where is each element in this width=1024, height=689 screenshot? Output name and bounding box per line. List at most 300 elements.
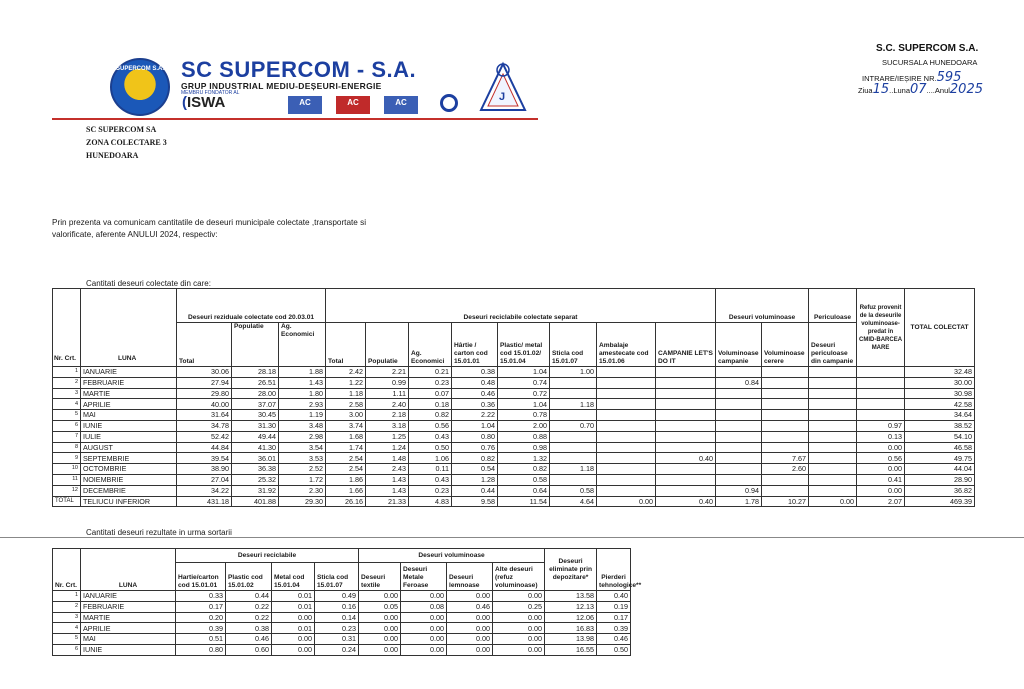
value-cell: 0.01 bbox=[272, 591, 315, 602]
value-cell: 0.44 bbox=[452, 485, 498, 496]
value-cell: 0.43 bbox=[409, 474, 452, 485]
value-cell: 1.80 bbox=[279, 388, 326, 399]
value-cell: 0.44 bbox=[226, 591, 272, 602]
value-cell bbox=[656, 464, 716, 475]
t2-col-lemnoase-header: Deseuri lemnoase bbox=[447, 563, 493, 591]
value-cell: 0.00 bbox=[272, 634, 315, 645]
col-total2-header: Total bbox=[326, 323, 366, 367]
value-cell: 1.48 bbox=[366, 453, 409, 464]
luna-label: LUNA bbox=[118, 355, 137, 362]
value-cell bbox=[597, 367, 656, 378]
value-cell: 0.19 bbox=[597, 601, 631, 612]
value-cell: 34.22 bbox=[177, 485, 232, 496]
table2-caption: Cantitati deseuri rezultate in urma sortarii bbox=[86, 528, 232, 537]
value-cell: 2.21 bbox=[366, 367, 409, 378]
value-cell bbox=[762, 399, 809, 410]
value-cell bbox=[597, 399, 656, 410]
table-row bbox=[53, 377, 975, 388]
value-cell: 0.97 bbox=[857, 420, 905, 431]
value-cell: 0.56 bbox=[857, 453, 905, 464]
t2-col-sticla-header: Sticla cod 15.01.07 bbox=[315, 563, 359, 591]
cert-ring-icon bbox=[440, 94, 458, 112]
value-cell: 1.06 bbox=[409, 453, 452, 464]
value-cell: 0.00 bbox=[447, 591, 493, 602]
total-value-cell: 401.88 bbox=[232, 496, 279, 507]
sender-line-3: HUNEDOARA bbox=[86, 151, 139, 160]
row-number-cell: 4 bbox=[53, 623, 81, 634]
month-cell: DECEMBRIE bbox=[81, 485, 177, 496]
col-plastic-header: Plastic/ metal cod 15.01.02/ 15.01.04 bbox=[498, 323, 550, 367]
value-cell: 0.00 bbox=[359, 612, 401, 623]
value-cell: 54.10 bbox=[905, 431, 975, 442]
value-cell bbox=[716, 442, 762, 453]
stamp-entry-label: INTRARE/IEȘIRE NR. bbox=[862, 74, 937, 83]
value-cell bbox=[809, 367, 857, 378]
value-cell bbox=[762, 420, 809, 431]
value-cell: 2.54 bbox=[326, 464, 366, 475]
month-cell: MAI bbox=[81, 410, 177, 421]
value-cell: 0.00 bbox=[447, 623, 493, 634]
value-cell: 3.00 bbox=[326, 410, 366, 421]
value-cell: 2.40 bbox=[366, 399, 409, 410]
value-cell: 1.18 bbox=[550, 399, 597, 410]
value-cell bbox=[597, 442, 656, 453]
col-vol-campanie-header: Voluminoase campanie bbox=[716, 323, 762, 367]
value-cell: 36.38 bbox=[232, 464, 279, 475]
value-cell: 0.17 bbox=[176, 601, 226, 612]
value-cell: 2.30 bbox=[279, 485, 326, 496]
value-cell bbox=[762, 367, 809, 378]
value-cell: 0.58 bbox=[498, 474, 550, 485]
t2-col-metale-header: Deseuri Metale Feroase bbox=[401, 563, 447, 591]
value-cell: 1.32 bbox=[498, 453, 550, 464]
value-cell: 0.00 bbox=[359, 591, 401, 602]
sorted-waste-table bbox=[52, 548, 642, 656]
value-cell: 3.18 bbox=[366, 420, 409, 431]
row-number-cell: 5 bbox=[53, 410, 81, 421]
value-cell: 0.48 bbox=[452, 377, 498, 388]
value-cell: 2.58 bbox=[326, 399, 366, 410]
value-cell bbox=[550, 431, 597, 442]
value-cell: 1.74 bbox=[326, 442, 366, 453]
month-cell: APRILIE bbox=[81, 399, 177, 410]
value-cell: 0.43 bbox=[409, 431, 452, 442]
month-cell: APRILIE bbox=[81, 623, 176, 634]
month-cell: OCTOMBRIE bbox=[81, 464, 177, 475]
value-cell bbox=[716, 399, 762, 410]
row-number-cell: 1 bbox=[53, 367, 81, 378]
row-number-cell: 5 bbox=[53, 634, 81, 645]
value-cell: 1.43 bbox=[366, 474, 409, 485]
value-cell bbox=[656, 474, 716, 485]
value-cell: 13.58 bbox=[545, 591, 597, 602]
value-cell: 2.52 bbox=[279, 464, 326, 475]
value-cell bbox=[597, 485, 656, 496]
total-value-cell: 4.64 bbox=[550, 496, 597, 507]
intro-paragraph: Prin prezenta va comunicam cantitatile de deseuri municipale colectate ,transportate si valorificate, aferente ANULUI 2024, respectiv: bbox=[52, 218, 367, 239]
value-cell: 0.82 bbox=[452, 453, 498, 464]
table-row bbox=[53, 644, 631, 655]
table-row bbox=[53, 410, 975, 421]
value-cell: 3.74 bbox=[326, 420, 366, 431]
value-cell: 0.00 bbox=[447, 644, 493, 655]
value-cell: 0.22 bbox=[226, 601, 272, 612]
refuz-header: Refuz provenit de la deseurile voluminoase-predat în CMID-BARCEA MARE bbox=[857, 289, 905, 367]
value-cell bbox=[809, 474, 857, 485]
value-cell: 41.30 bbox=[232, 442, 279, 453]
col-ambalaje-header: Ambalaje amestecate cod 15.01.06 bbox=[597, 323, 656, 367]
table-row bbox=[53, 453, 975, 464]
table-row bbox=[53, 388, 975, 399]
month-cell: FEBRUARIE bbox=[81, 601, 176, 612]
value-cell: 30.98 bbox=[905, 388, 975, 399]
value-cell: 1.43 bbox=[366, 485, 409, 496]
value-cell: 0.00 bbox=[272, 644, 315, 655]
row-number-cell: 9 bbox=[53, 453, 81, 464]
value-cell: 0.78 bbox=[498, 410, 550, 421]
value-cell bbox=[597, 388, 656, 399]
value-cell: 34.64 bbox=[905, 410, 975, 421]
stamp-branch: SUCURSALA HUNEDOARA bbox=[882, 58, 978, 67]
month-cell: IUNIE bbox=[81, 644, 176, 655]
value-cell bbox=[656, 485, 716, 496]
value-cell bbox=[762, 377, 809, 388]
value-cell: 1.04 bbox=[498, 399, 550, 410]
value-cell bbox=[809, 464, 857, 475]
value-cell: 0.80 bbox=[452, 431, 498, 442]
total-row bbox=[53, 496, 975, 507]
total-value-cell: 0.00 bbox=[809, 496, 857, 507]
stamp-entry-number: 595 bbox=[936, 70, 962, 85]
total-label-cell: TOTAL bbox=[53, 496, 81, 507]
row-number-cell: 8 bbox=[53, 442, 81, 453]
group-hazard-header: Periculoase bbox=[809, 289, 857, 323]
value-cell: 0.46 bbox=[452, 388, 498, 399]
col-ag2-header: Ag. Economici bbox=[409, 323, 452, 367]
cert-label: AC bbox=[395, 98, 407, 107]
iswa-text: ISWA bbox=[187, 94, 226, 111]
value-cell: 12.06 bbox=[545, 612, 597, 623]
value-cell: 34.78 bbox=[177, 420, 232, 431]
table-row bbox=[53, 485, 975, 496]
value-cell: 0.56 bbox=[409, 420, 452, 431]
value-cell: 0.20 bbox=[176, 612, 226, 623]
col-total-header: Total bbox=[177, 323, 232, 367]
stamp-month-label: Luna bbox=[893, 86, 910, 95]
t2-col-plastic-header: Plastic cod 15.01.02 bbox=[226, 563, 272, 591]
value-cell: 31.30 bbox=[232, 420, 279, 431]
value-cell: 1.72 bbox=[279, 474, 326, 485]
value-cell: 2.18 bbox=[366, 410, 409, 421]
table-row bbox=[53, 623, 631, 634]
value-cell: 0.51 bbox=[176, 634, 226, 645]
value-cell: 3.48 bbox=[279, 420, 326, 431]
value-cell: 0.08 bbox=[401, 601, 447, 612]
cert-label: AC bbox=[299, 98, 311, 107]
table-row bbox=[53, 442, 975, 453]
value-cell: 0.88 bbox=[498, 431, 550, 442]
row-number-cell: 2 bbox=[53, 377, 81, 388]
value-cell bbox=[857, 410, 905, 421]
value-cell: 0.60 bbox=[226, 644, 272, 655]
month-cell: MARTIE bbox=[81, 388, 177, 399]
value-cell: 1.25 bbox=[366, 431, 409, 442]
value-cell: 0.14 bbox=[315, 612, 359, 623]
value-cell: 0.00 bbox=[272, 612, 315, 623]
value-cell bbox=[550, 453, 597, 464]
value-cell: 0.00 bbox=[857, 464, 905, 475]
month-cell: NOIEMBRIE bbox=[81, 474, 177, 485]
value-cell: 28.00 bbox=[232, 388, 279, 399]
table-row bbox=[53, 431, 975, 442]
svg-text:J: J bbox=[499, 91, 506, 103]
value-cell: 0.39 bbox=[176, 623, 226, 634]
value-cell: 30.45 bbox=[232, 410, 279, 421]
value-cell bbox=[809, 453, 857, 464]
value-cell: 30.00 bbox=[905, 377, 975, 388]
value-cell: 0.33 bbox=[176, 591, 226, 602]
value-cell: 2.22 bbox=[452, 410, 498, 421]
value-cell: 52.42 bbox=[177, 431, 232, 442]
table-row bbox=[53, 601, 631, 612]
value-cell: 0.00 bbox=[857, 485, 905, 496]
value-cell bbox=[656, 388, 716, 399]
value-cell: 3.54 bbox=[279, 442, 326, 453]
brand-subtitle: GRUP INDUSTRIAL MEDIU-DEȘEURI-ENERGIE bbox=[181, 81, 382, 91]
value-cell bbox=[809, 377, 857, 388]
page-edge bbox=[0, 537, 1024, 538]
value-cell: 38.52 bbox=[905, 420, 975, 431]
group-recyclable-header: Deseuri reciclabile colectate separat bbox=[326, 289, 716, 323]
value-cell bbox=[716, 410, 762, 421]
value-cell: 0.74 bbox=[498, 377, 550, 388]
value-cell: 0.58 bbox=[550, 485, 597, 496]
value-cell: 0.40 bbox=[597, 591, 631, 602]
value-cell: 0.70 bbox=[550, 420, 597, 431]
value-cell bbox=[809, 442, 857, 453]
t2-col-hartie-header: Hartie/carton cod 15.01.01 bbox=[176, 563, 226, 591]
t2-group-recyclable-header: Deseuri reciclabile bbox=[176, 549, 359, 563]
value-cell: 1.28 bbox=[452, 474, 498, 485]
value-cell bbox=[716, 474, 762, 485]
value-cell: 42.58 bbox=[905, 399, 975, 410]
value-cell bbox=[762, 442, 809, 453]
value-cell bbox=[597, 474, 656, 485]
stamp-day-label: Ziua bbox=[858, 86, 873, 95]
value-cell: 0.00 bbox=[857, 442, 905, 453]
value-cell: 0.94 bbox=[716, 485, 762, 496]
value-cell: 0.00 bbox=[493, 612, 545, 623]
value-cell: 0.01 bbox=[272, 601, 315, 612]
table-row bbox=[53, 591, 631, 602]
row-number-cell: 3 bbox=[53, 612, 81, 623]
stamp-year-label: Anul bbox=[934, 86, 950, 95]
sender-line-1: SC SUPERCOM SA bbox=[86, 125, 157, 134]
value-cell: 0.46 bbox=[597, 634, 631, 645]
row-number-cell: 6 bbox=[53, 420, 81, 431]
value-cell bbox=[762, 485, 809, 496]
total-value-cell: 21.33 bbox=[366, 496, 409, 507]
value-cell: 26.51 bbox=[232, 377, 279, 388]
row-number-cell: 12 bbox=[53, 485, 81, 496]
value-cell: 0.01 bbox=[272, 623, 315, 634]
t2-col-textile-header: Deseuri textile bbox=[359, 563, 401, 591]
table-row bbox=[53, 420, 975, 431]
value-cell bbox=[656, 399, 716, 410]
value-cell: 0.00 bbox=[493, 623, 545, 634]
value-cell: 0.13 bbox=[857, 431, 905, 442]
value-cell: 0.38 bbox=[226, 623, 272, 634]
value-cell bbox=[656, 442, 716, 453]
month-cell: AUGUST bbox=[81, 442, 177, 453]
value-cell: 27.94 bbox=[177, 377, 232, 388]
value-cell: 0.38 bbox=[452, 367, 498, 378]
table-row bbox=[53, 612, 631, 623]
stamp-month: 07 bbox=[910, 82, 927, 97]
row-number-cell: 4 bbox=[53, 399, 81, 410]
total-value-cell: 10.27 bbox=[762, 496, 809, 507]
value-cell: 44.84 bbox=[177, 442, 232, 453]
value-cell: 2.60 bbox=[762, 464, 809, 475]
value-cell: 25.32 bbox=[232, 474, 279, 485]
value-cell bbox=[762, 388, 809, 399]
total-label-cell: TELIUCU INFERIOR bbox=[81, 496, 177, 507]
row-number-cell: 6 bbox=[53, 644, 81, 655]
value-cell: 0.80 bbox=[176, 644, 226, 655]
table-row bbox=[53, 634, 631, 645]
value-cell: 0.00 bbox=[401, 591, 447, 602]
value-cell: 0.41 bbox=[857, 474, 905, 485]
value-cell: 2.43 bbox=[366, 464, 409, 475]
value-cell: 0.00 bbox=[359, 634, 401, 645]
value-cell: 0.82 bbox=[498, 464, 550, 475]
cert-badge-3 bbox=[384, 96, 418, 114]
value-cell: 0.11 bbox=[409, 464, 452, 475]
value-cell: 1.24 bbox=[366, 442, 409, 453]
cert-label: AC bbox=[347, 98, 359, 107]
t2-group-bulky-header: Deseuri voluminoase bbox=[359, 549, 545, 563]
value-cell bbox=[550, 388, 597, 399]
t2-col-pierderi-header: Pierderi tehnologice** bbox=[597, 549, 631, 591]
value-cell bbox=[857, 377, 905, 388]
value-cell: 16.83 bbox=[545, 623, 597, 634]
row-number-cell: 2 bbox=[53, 601, 81, 612]
value-cell: 40.00 bbox=[177, 399, 232, 410]
t2-col-alte-header: Alte deseuri (refuz voluminoase) bbox=[493, 563, 545, 591]
value-cell: 0.00 bbox=[493, 591, 545, 602]
value-cell: 30.06 bbox=[177, 367, 232, 378]
value-cell bbox=[762, 410, 809, 421]
iswa-logo: (ISWA bbox=[182, 94, 226, 111]
value-cell bbox=[857, 367, 905, 378]
value-cell: 0.16 bbox=[315, 601, 359, 612]
value-cell bbox=[550, 410, 597, 421]
month-cell: IANUARIE bbox=[81, 367, 177, 378]
row-number-cell: 7 bbox=[53, 431, 81, 442]
value-cell: 29.80 bbox=[177, 388, 232, 399]
value-cell: 0.00 bbox=[401, 612, 447, 623]
value-cell: 36.01 bbox=[232, 453, 279, 464]
value-cell: 37.07 bbox=[232, 399, 279, 410]
table1-caption: Cantitati deseuri colectate din care: bbox=[86, 279, 211, 288]
value-cell: 0.00 bbox=[401, 644, 447, 655]
total-value-cell: 29.30 bbox=[279, 496, 326, 507]
value-cell: 0.46 bbox=[226, 634, 272, 645]
col-sticla-header: Sticla cod 15.01.07 bbox=[550, 323, 597, 367]
month-cell: IULIE bbox=[81, 431, 177, 442]
value-cell bbox=[656, 431, 716, 442]
total-value-cell: 2.07 bbox=[857, 496, 905, 507]
value-cell bbox=[716, 420, 762, 431]
value-cell: 0.17 bbox=[597, 612, 631, 623]
sj-emblem-icon bbox=[478, 60, 528, 114]
value-cell bbox=[716, 431, 762, 442]
value-cell: 0.25 bbox=[493, 601, 545, 612]
total-value-cell: 0.00 bbox=[597, 496, 656, 507]
col-populatie2-header: Populatie bbox=[366, 323, 409, 367]
value-cell: 16.55 bbox=[545, 644, 597, 655]
value-cell: 0.00 bbox=[359, 644, 401, 655]
col-hartie-header: Hârtie / carton cod 15.01.01 bbox=[452, 323, 498, 367]
col-campanie-header: CAMPANIE LET'S DO IT bbox=[656, 323, 716, 367]
value-cell bbox=[809, 410, 857, 421]
value-cell: 0.23 bbox=[315, 623, 359, 634]
month-cell: MAI bbox=[81, 634, 176, 645]
value-cell bbox=[716, 367, 762, 378]
value-cell: 27.04 bbox=[177, 474, 232, 485]
value-cell bbox=[550, 377, 597, 388]
t2-col-nr-header: Nr. Crt. bbox=[53, 549, 81, 591]
total-value-cell: 431.18 bbox=[177, 496, 232, 507]
value-cell bbox=[550, 442, 597, 453]
value-cell bbox=[656, 420, 716, 431]
cert-badge-1 bbox=[288, 96, 322, 114]
table-row bbox=[53, 474, 975, 485]
value-cell: 0.76 bbox=[452, 442, 498, 453]
stamp-company: S.C. SUPERCOM S.A. bbox=[876, 43, 979, 54]
value-cell: 0.36 bbox=[452, 399, 498, 410]
row-number-cell: 3 bbox=[53, 388, 81, 399]
brand-title: SC SUPERCOM - S.A. bbox=[181, 57, 417, 82]
total-collected-header: TOTAL COLECTAT bbox=[905, 289, 975, 367]
value-cell: 36.82 bbox=[905, 485, 975, 496]
value-cell: 1.22 bbox=[326, 377, 366, 388]
value-cell: 0.24 bbox=[315, 644, 359, 655]
value-cell: 0.84 bbox=[716, 377, 762, 388]
value-cell bbox=[809, 399, 857, 410]
value-cell: 0.49 bbox=[315, 591, 359, 602]
value-cell: 0.64 bbox=[498, 485, 550, 496]
value-cell bbox=[716, 464, 762, 475]
value-cell: 7.67 bbox=[762, 453, 809, 464]
value-cell: 2.93 bbox=[279, 399, 326, 410]
value-cell bbox=[656, 410, 716, 421]
value-cell: 0.39 bbox=[597, 623, 631, 634]
t2-col-metal-header: Metal cod 15.01.04 bbox=[272, 563, 315, 591]
value-cell: 46.58 bbox=[905, 442, 975, 453]
month-cell: IUNIE bbox=[81, 420, 177, 431]
value-cell bbox=[857, 388, 905, 399]
value-cell: 0.31 bbox=[315, 634, 359, 645]
value-cell: 0.50 bbox=[597, 644, 631, 655]
value-cell: 0.50 bbox=[409, 442, 452, 453]
group-residual-header: Deseuri reziduale colectate cod 20.03.01 bbox=[177, 289, 326, 323]
value-cell bbox=[762, 474, 809, 485]
value-cell: 1.04 bbox=[498, 367, 550, 378]
group-bulky-header: Deseuri voluminoase bbox=[716, 289, 809, 323]
value-cell: 0.00 bbox=[401, 634, 447, 645]
value-cell: 2.42 bbox=[326, 367, 366, 378]
